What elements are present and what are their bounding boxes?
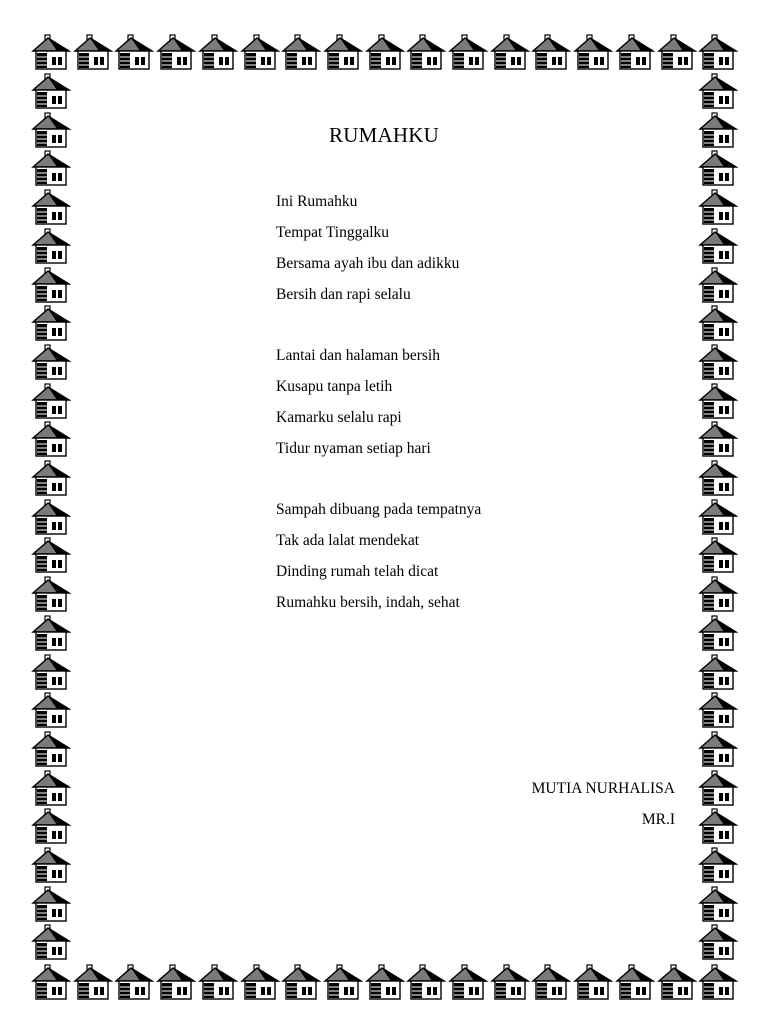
house-icon xyxy=(323,963,363,1001)
house-icon xyxy=(698,730,738,768)
author-name: MUTIA NURHALISA xyxy=(531,780,675,797)
poem-line: Tak ada lalat mendekat xyxy=(276,532,420,549)
house-icon xyxy=(31,33,71,71)
house-icon xyxy=(31,420,71,458)
house-icon xyxy=(114,963,154,1001)
house-icon xyxy=(698,343,738,381)
house-icon xyxy=(406,963,446,1001)
house-icon xyxy=(31,614,71,652)
house-icon xyxy=(698,304,738,342)
poem-line: Tempat Tinggalku xyxy=(276,224,390,241)
stanza-2 xyxy=(276,345,481,469)
poem-title: RUMAHKU xyxy=(329,123,439,147)
house-icon xyxy=(698,923,738,961)
poem-line: Rumahku bersih, indah, sehat xyxy=(276,594,460,611)
house-icon xyxy=(698,614,738,652)
house-icon xyxy=(448,33,488,71)
house-icon xyxy=(198,33,238,71)
house-icon xyxy=(698,382,738,420)
house-icon xyxy=(323,33,363,71)
poem-line: Lantai dan halaman bersih xyxy=(276,347,440,364)
poem-line: Kusapu tanpa letih xyxy=(276,378,393,395)
house-icon xyxy=(31,304,71,342)
house-icon xyxy=(698,266,738,304)
poem-line: Ini Rumahku xyxy=(276,193,358,210)
house-icon xyxy=(31,846,71,884)
house-icon xyxy=(698,536,738,574)
house-icon xyxy=(31,72,71,110)
house-icon xyxy=(698,188,738,226)
house-icon xyxy=(31,459,71,497)
house-icon xyxy=(114,33,154,71)
author-class: MR.I xyxy=(641,811,675,828)
house-icon xyxy=(698,691,738,729)
house-icon xyxy=(698,149,738,187)
house-icon xyxy=(31,382,71,420)
poem-line: Sampah dibuang pada tempatnya xyxy=(276,501,482,518)
house-icon xyxy=(406,33,446,71)
house-icon xyxy=(698,498,738,536)
house-icon xyxy=(31,498,71,536)
house-icon xyxy=(698,963,738,1001)
house-icon xyxy=(573,33,613,71)
house-icon xyxy=(31,923,71,961)
house-icon xyxy=(698,72,738,110)
house-icon xyxy=(698,227,738,265)
house-icon xyxy=(156,963,196,1001)
house-icon xyxy=(490,33,530,71)
house-icon xyxy=(31,343,71,381)
house-icon xyxy=(156,33,196,71)
poem-line: Tidur nyaman setiap hari xyxy=(276,440,431,457)
house-icon xyxy=(698,653,738,691)
house-icon xyxy=(698,846,738,884)
house-icon xyxy=(448,963,488,1001)
house-icon xyxy=(31,227,71,265)
poem-body xyxy=(276,191,481,653)
house-icon xyxy=(73,33,113,71)
author-block xyxy=(532,778,675,840)
house-icon xyxy=(365,963,405,1001)
house-icon xyxy=(657,963,697,1001)
house-icon xyxy=(73,963,113,1001)
house-icon xyxy=(698,33,738,71)
house-icon xyxy=(31,885,71,923)
stanza-1 xyxy=(276,191,481,315)
poem-line: Bersih dan rapi selalu xyxy=(276,286,411,303)
house-icon xyxy=(698,459,738,497)
house-icon xyxy=(31,188,71,226)
house-icon xyxy=(531,963,571,1001)
house-icon xyxy=(698,807,738,845)
house-icon xyxy=(281,963,321,1001)
house-icon xyxy=(615,963,655,1001)
house-icon xyxy=(573,963,613,1001)
house-icon xyxy=(698,420,738,458)
house-icon xyxy=(698,769,738,807)
house-icon xyxy=(31,653,71,691)
house-icon xyxy=(490,963,530,1001)
poem-line: Kamarku selalu rapi xyxy=(276,409,402,426)
house-icon xyxy=(31,730,71,768)
house-icon xyxy=(240,963,280,1001)
house-icon xyxy=(31,266,71,304)
poem-line: Dinding rumah telah dicat xyxy=(276,563,439,580)
house-icon xyxy=(31,691,71,729)
house-icon xyxy=(531,33,571,71)
house-icon xyxy=(198,963,238,1001)
house-icon xyxy=(698,885,738,923)
stanza-3 xyxy=(276,499,481,623)
house-icon xyxy=(31,769,71,807)
house-icon xyxy=(365,33,405,71)
house-icon xyxy=(31,149,71,187)
house-icon xyxy=(31,807,71,845)
house-icon xyxy=(657,33,697,71)
house-icon xyxy=(31,536,71,574)
house-icon xyxy=(31,963,71,1001)
house-icon xyxy=(31,575,71,613)
house-icon xyxy=(240,33,280,71)
house-icon xyxy=(698,575,738,613)
house-icon xyxy=(615,33,655,71)
house-icon xyxy=(281,33,321,71)
poem-line: Bersama ayah ibu dan adikku xyxy=(276,255,460,272)
